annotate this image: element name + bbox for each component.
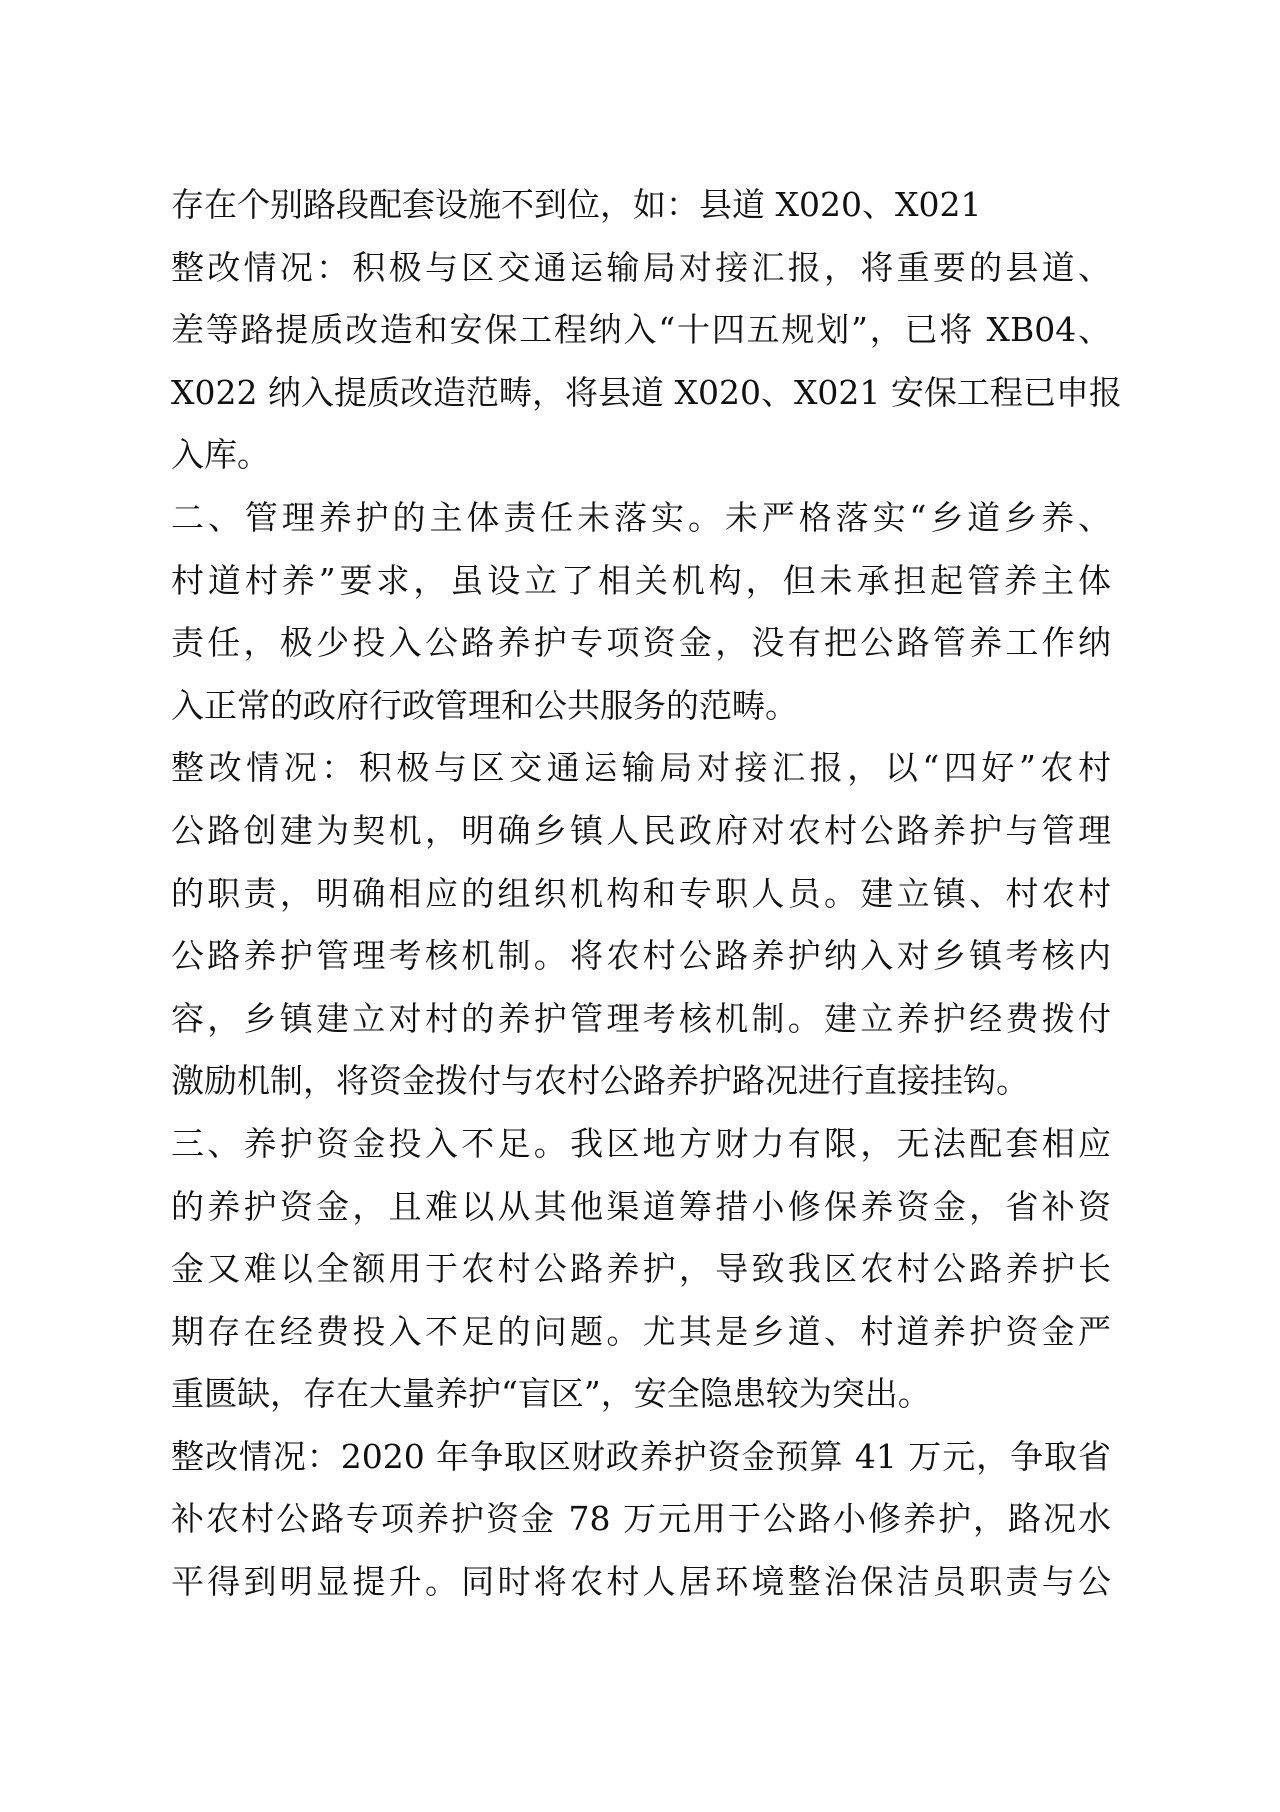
text-line: 公路养护管理考核机制。将农村公路养护纳入对乡镇考核内	[171, 936, 1111, 976]
text-line: 三、养护资金投入不足。我区地方财力有限，无法配套相应	[171, 1123, 1111, 1163]
text-line: 容，乡镇建立对村的养护管理考核机制。建立养护经费拨付	[171, 998, 1111, 1038]
text-line: 责任，极少投入公路养护专项资金，没有把公路管养工作纳	[171, 623, 1111, 663]
text-line: 的职责，明确相应的组织机构和专职人员。建立镇、村农村	[171, 873, 1111, 913]
text-line: 存在个别路段配套设施不到位，如：县道 X020、X021	[171, 185, 982, 224]
text-line: 期存在经费投入不足的问题。尤其是乡道、村道养护资金严	[171, 1311, 1111, 1351]
text-line: 村道村养”要求，虽设立了相关机构，但未承担起管养主体	[171, 560, 1111, 600]
text-line: 整改情况：积极与区交通运输局对接汇报，以“四好”农村	[171, 748, 1111, 788]
text-line: X022 纳入提质改造范畴，将县道 X020、X021 安保工程已申报	[171, 372, 1122, 412]
document-body	[171, 174, 1122, 1614]
text-line: 整改情况：积极与区交通运输局对接汇报，将重要的县道、	[171, 247, 1111, 287]
text-line: 平得到明显提升。同时将农村人居环境整治保洁员职责与公	[171, 1562, 1111, 1602]
text-line: 公路创建为契机，明确乡镇人民政府对农村公路养护与管理	[171, 810, 1111, 850]
text-line: 入库。	[171, 435, 270, 475]
text-line: 激励机制，将资金拨付与农村公路养护路况进行直接挂钩。	[171, 1061, 1029, 1101]
text-line: 的养护资金，且难以从其他渠道筹措小修保养资金，省补资	[171, 1186, 1111, 1226]
text-line: 差等路提质改造和安保工程纳入“十四五规划”，已将 XB04、	[171, 310, 1111, 350]
text-line: 二、管理养护的主体责任未落实。未严格落实“乡道乡养、	[171, 497, 1111, 537]
text-line: 重匮缺，存在大量养护“盲区”，安全隐患较为突出。	[171, 1374, 931, 1414]
text-line: 金又难以全额用于农村公路养护，导致我区农村公路养护长	[171, 1249, 1111, 1289]
text-line: 整改情况：2020 年争取区财政养护资金预算 41 万元，争取省	[171, 1436, 1111, 1476]
text-line: 补农村公路专项养护资金 78 万元用于公路小修养护，路况水	[171, 1499, 1111, 1539]
text-line: 入正常的政府行政管理和公共服务的范畴。	[171, 685, 798, 725]
